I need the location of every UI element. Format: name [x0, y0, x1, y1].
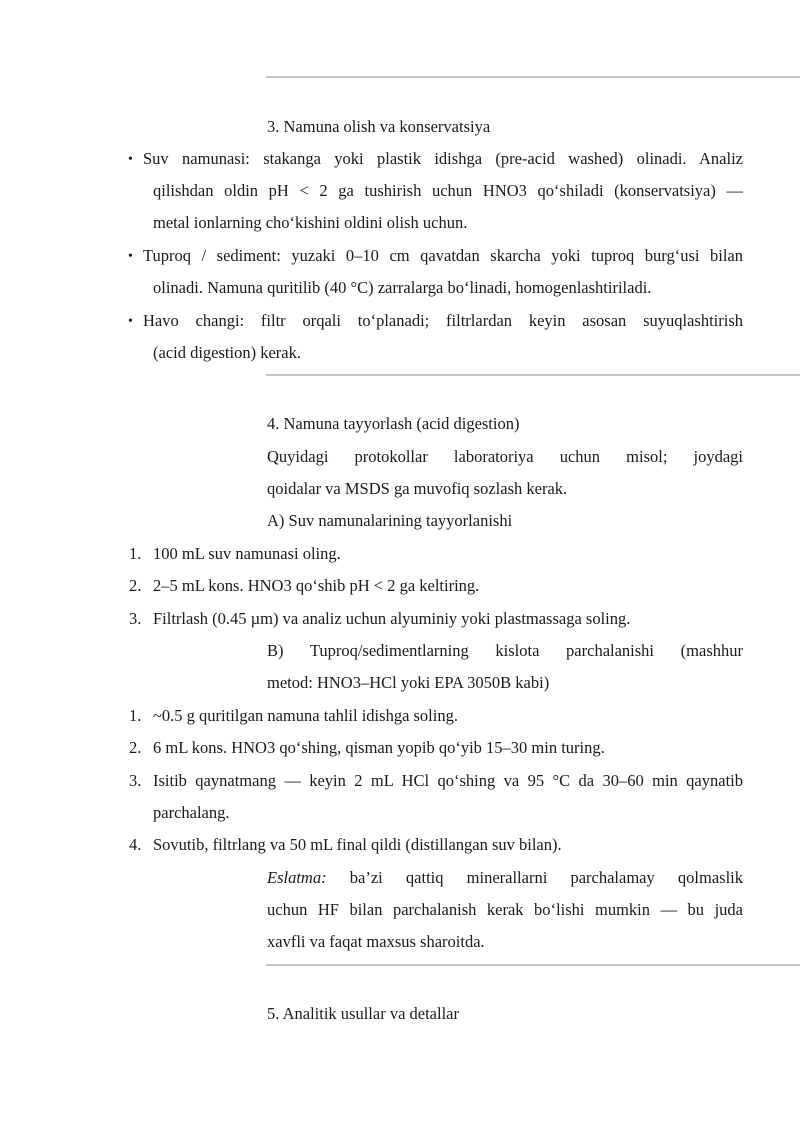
- note-line1-text: ba’zi qattiq minerallarni parchalamay qolmaslik: [349, 868, 743, 887]
- list-number: 1.: [129, 544, 142, 563]
- bullet3-line2: (acid digestion) kerak.: [153, 343, 301, 362]
- divider-section4: [266, 964, 800, 966]
- bullet-marker: •: [128, 314, 133, 329]
- subB-item3-line1: Isitib qaynatmang — keyin 2 mL HCl qo‘shing va 95 °C da 30–60 min qaynatib: [153, 771, 743, 790]
- subB-item1: ~0.5 g quritilgan namuna tahlil idishga soling.: [153, 706, 458, 725]
- bullet2-line2: olinadi. Namuna quritilib (40 °C) zarralarga bo‘linadi, homogenlashtiriladi.: [153, 278, 652, 297]
- list-number: 2.: [129, 576, 142, 595]
- subsection-a-title: A) Suv namunalarining tayyorlanishi: [267, 511, 513, 530]
- list-number: 1.: [129, 706, 142, 725]
- subsection-b-title-line1: B) Tuproq/sedimentlarning kislota parchalanishi (mashhur: [267, 641, 743, 660]
- section4-heading: 4. Namuna tayyorlash (acid digestion): [267, 414, 520, 433]
- subA-item1: 100 mL suv namunasi oling.: [153, 544, 341, 563]
- list-number: 3.: [129, 771, 142, 790]
- list-number: 3.: [129, 609, 142, 628]
- subA-item2: 2–5 mL kons. HNO3 qo‘shib pH < 2 ga keltiring.: [153, 576, 480, 595]
- bullet1-line2: qilishdan oldin pH < 2 ga tushirish uchun HNO3 qo‘shiladi (konservatsiya) —: [153, 181, 743, 200]
- bullet1-line3: metal ionlarning cho‘kishini oldini olish uchun.: [153, 213, 468, 232]
- section4-intro-line1: Quyidagi protokollar laboratoriya uchun misol; joydagi: [267, 447, 743, 466]
- bullet-marker: •: [128, 249, 133, 264]
- subB-item4: Sovutib, filtrlang va 50 mL final qildi (distillangan suv bilan).: [153, 835, 562, 854]
- divider-top: [266, 76, 800, 78]
- divider-section3: [266, 374, 800, 376]
- bullet-marker: •: [128, 152, 133, 167]
- note-line3: xavfli va faqat maxsus sharoitda.: [267, 932, 485, 951]
- bullet1-line1: Suv namunasi: stakanga yoki plastik idishga (pre-acid washed) olinadi. Analiz: [143, 149, 743, 168]
- note-line1: [267, 868, 743, 888]
- subA-item3: Filtrlash (0.45 µm) va analiz uchun alyuminiy yoki plastmassaga soling.: [153, 609, 631, 628]
- bullet3-line1: Havo changi: filtr orqali to‘planadi; filtrlardan keyin asosan suyuqlashtirish: [143, 311, 743, 330]
- subB-item2: 6 mL kons. HNO3 qo‘shing, qisman yopib qo‘yib 15–30 min turing.: [153, 738, 605, 757]
- section5-heading: 5. Analitik usullar va detallar: [267, 1004, 459, 1023]
- subsection-b-title-line2: metod: HNO3–HCl yoki EPA 3050B kabi): [267, 673, 550, 692]
- note-label: Eslatma:: [267, 868, 327, 887]
- note-line2: uchun HF bilan parchalanish kerak bo‘lishi mumkin — bu juda: [267, 900, 743, 919]
- subB-item3-line2: parchalang.: [153, 803, 230, 822]
- section4-intro-line2: qoidalar va MSDS ga muvofiq sozlash kerak.: [267, 479, 568, 498]
- list-number: 4.: [129, 835, 142, 854]
- list-number: 2.: [129, 738, 142, 757]
- bullet2-line1: Tuproq / sediment: yuzaki 0–10 cm qavatdan skarcha yoki tuproq burg‘usi bilan: [143, 246, 743, 265]
- section3-heading: 3. Namuna olish va konservatsiya: [267, 117, 491, 136]
